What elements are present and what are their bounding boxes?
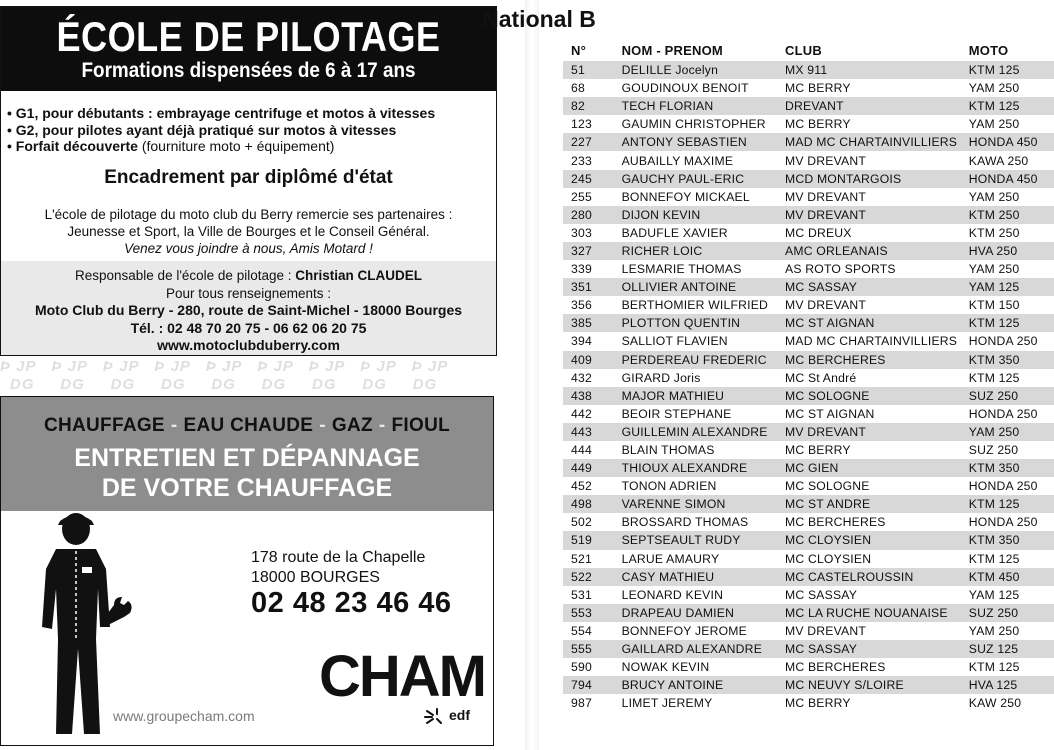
rider-number: 245 — [563, 170, 614, 188]
table-row — [563, 79, 1054, 97]
rider-club: MC BERCHERES — [785, 660, 886, 675]
cham-website: www.groupecham.com — [113, 708, 255, 724]
table-row — [563, 423, 1054, 441]
rider-moto: KTM 125 — [961, 314, 1054, 332]
table-row — [563, 133, 1054, 151]
rider-club: MC ST AIGNAN — [777, 314, 961, 332]
rider-number: 303 — [571, 225, 592, 240]
rider-moto: KTM 150 — [968, 298, 1020, 313]
rider-number: 51 — [563, 61, 614, 79]
rider-club: MC BERRY — [785, 81, 851, 96]
cham-logo: CHAM — [319, 644, 485, 709]
rider-number: 327 — [563, 242, 614, 260]
rider-number: 409 — [563, 351, 614, 369]
rider-moto: HVA 125 — [961, 676, 1054, 694]
rider-moto: YAM 250 — [968, 117, 1020, 132]
col-header-num: N° — [571, 43, 586, 58]
rider-club: MCD MONTARGOIS — [777, 170, 961, 188]
rider-name: OLLIVIER ANTOINE — [614, 278, 777, 296]
club-phone: Tél. : 02 48 70 20 75 - 06 62 06 20 75 — [130, 319, 367, 336]
rider-club: MC BERCHERES — [785, 515, 886, 530]
pilot-school-ad — [0, 6, 497, 356]
rider-number: 443 — [563, 423, 614, 441]
rider-club: MC BERRY — [785, 696, 851, 711]
cham-ad — [0, 396, 494, 746]
rider-moto: YAM 125 — [968, 587, 1020, 602]
rider-name: MAJOR MATHIEU — [614, 387, 777, 405]
rider-club: MC BERRY — [785, 117, 851, 132]
rider-moto: KTM 125 — [961, 97, 1054, 115]
page-spine — [525, 0, 539, 750]
rider-moto: HONDA 250 — [968, 334, 1038, 349]
rider-club: MC St André — [785, 370, 857, 385]
rider-number: 452 — [571, 479, 592, 494]
results-table — [563, 40, 1054, 712]
rider-club: MC BERRY — [785, 443, 851, 458]
rider-number: 82 — [563, 97, 614, 115]
rider-club: MAD MC CHARTAINVILLIERS — [777, 133, 961, 151]
rider-number: 590 — [571, 660, 592, 675]
rider-moto: KTM 350 — [961, 459, 1054, 477]
rider-number: 255 — [571, 189, 592, 204]
rider-moto: KTM 250 — [961, 206, 1054, 224]
table-row — [563, 477, 1054, 495]
rider-moto: HONDA 450 — [961, 133, 1054, 151]
watermark-strip: Þ JP Þ JP Þ JP Þ JP Þ JP Þ JP Þ JP Þ JP Þ JP DG DG DG DG DG DG DG DG DG — [0, 358, 449, 393]
rider-name: BROSSARD THOMAS — [621, 515, 749, 530]
rider-club: MV DREVANT — [785, 189, 867, 204]
pilot-school-title: ÉCOLE DE PILOTAGE — [56, 13, 441, 60]
rider-name: BERTHOMIER WILFRIED — [621, 298, 769, 313]
rider-name: BEOIR STEPHANE — [621, 406, 732, 421]
rider-number: 987 — [571, 696, 592, 711]
rider-club: AMC ORLEANAIS — [777, 242, 961, 260]
rider-moto: KAW 250 — [968, 696, 1022, 711]
rider-moto: KTM 350 — [961, 531, 1054, 549]
rider-number: 233 — [571, 153, 592, 168]
rider-name: DRAPEAU DAMIEN — [614, 604, 777, 622]
rider-number: 356 — [571, 298, 592, 313]
rider-name: TECH FLORIAN — [614, 97, 777, 115]
table-row — [563, 242, 1054, 260]
partners-thanks: L'école de pilotage du moto club du Berry remercie ses partenaires : Jeunesse et Sport, la Ville de Bourges et le Conseil Général. Venez vous joindre à nous, Amis Motard ! — [44, 207, 453, 256]
table-row — [563, 61, 1054, 79]
rider-number: 68 — [571, 81, 585, 96]
rider-club: MC GIEN — [777, 459, 961, 477]
table-row — [563, 459, 1054, 477]
rider-name: DIJON KEVIN — [614, 206, 777, 224]
rider-number: 280 — [563, 206, 614, 224]
rider-name: SALLIOT FLAVIEN — [621, 334, 728, 349]
rider-moto: YAM 250 — [968, 262, 1020, 277]
rider-name: ANTONY SEBASTIEN — [614, 133, 777, 151]
table-row — [563, 622, 1054, 640]
rider-name: BLAIN THOMAS — [621, 443, 715, 458]
rider-club: DREVANT — [777, 97, 961, 115]
rider-club: MC SOLOGNE — [785, 479, 870, 494]
bullet-item: • Forfait découverte (fourniture moto + équipement) — [7, 138, 335, 154]
table-row — [563, 369, 1054, 387]
table-row — [563, 495, 1054, 513]
bullet-item: • G2, pour pilotes ayant déjà pratiqué sur motos à vitesses — [7, 121, 397, 138]
rider-number: 394 — [571, 334, 592, 349]
table-row — [563, 531, 1054, 549]
rider-name: PLOTTON QUENTIN — [614, 314, 777, 332]
table-row — [563, 568, 1054, 586]
rider-club: MC NEUVY S/LOIRE — [777, 676, 961, 694]
rider-moto: YAM 250 — [968, 81, 1020, 96]
table-row — [563, 332, 1054, 350]
rider-number: 123 — [571, 117, 592, 132]
club-website: www.motoclubduberry.com — [157, 337, 340, 353]
rider-moto: SUZ 250 — [961, 387, 1054, 405]
bullet-item: • G1, pour débutants : embrayage centrifuge et motos à vitesses — [7, 105, 436, 121]
rider-club: MC SASSAY — [785, 587, 858, 602]
rider-name: CASY MATHIEU — [614, 568, 777, 586]
table-row — [563, 224, 1054, 242]
table-row — [563, 676, 1054, 694]
table-row — [563, 604, 1054, 622]
rider-moto: SUZ 250 — [968, 443, 1019, 458]
table-row — [563, 188, 1054, 206]
rider-club: MC SASSAY — [777, 278, 961, 296]
rider-moto: KTM 125 — [968, 370, 1020, 385]
table-row — [563, 170, 1054, 188]
rider-club: MC ST ANDRE — [777, 495, 961, 513]
rider-number: 521 — [571, 551, 592, 566]
col-header-club: CLUB — [785, 43, 822, 58]
cham-headline: ENTRETIEN ET DÉPANNAGE DE VOTRE CHAUFFAGE — [74, 444, 420, 502]
table-row — [563, 513, 1054, 531]
rider-name: SEPTSEAULT RUDY — [614, 531, 777, 549]
rider-club: MV DREVANT — [785, 153, 867, 168]
rider-moto: KTM 125 — [961, 495, 1054, 513]
rider-moto: HONDA 250 — [968, 479, 1038, 494]
table-row — [563, 351, 1054, 369]
pilot-school-contact: Responsable de l'école de pilotage : Christian CLAUDEL Pour tous renseignements : Moto Club du Berry - 280, route de Saint-Michel - 18000 Bourges Tél. : 02 48 70 20 75 - 06 62 06 20 75 www.motoclubduberry.com — [1, 261, 496, 356]
table-row — [563, 658, 1054, 676]
rider-club: MV DREVANT — [785, 298, 867, 313]
edf-swirl-icon — [423, 707, 449, 725]
rider-moto: KTM 350 — [961, 351, 1054, 369]
rider-number: 442 — [571, 406, 592, 421]
cham-phone: 02 48 23 46 46 — [251, 587, 452, 619]
rider-number: 554 — [571, 623, 592, 638]
rider-number: 449 — [563, 459, 614, 477]
rider-name: LIMET JEREMY — [621, 696, 713, 711]
cham-banner — [1, 397, 493, 511]
rider-club: MC BERCHERES — [777, 351, 961, 369]
rider-name: GAUCHY PAUL-ERIC — [614, 170, 777, 188]
rider-moto: KTM 125 — [961, 61, 1054, 79]
rider-moto: KTM 450 — [961, 568, 1054, 586]
rider-number: 794 — [563, 676, 614, 694]
rider-name: BADUFLE XAVIER — [621, 225, 728, 240]
table-row — [563, 314, 1054, 332]
rider-club: MC CLOYSIEN — [785, 551, 872, 566]
table-row — [563, 151, 1054, 169]
table-row — [563, 296, 1054, 314]
rider-moto: HVA 250 — [961, 242, 1054, 260]
rider-club: MC SASSAY — [777, 640, 961, 658]
rider-moto: YAM 250 — [961, 423, 1054, 441]
rider-name: BONNEFOY MICKAEL — [621, 189, 750, 204]
rider-number: 385 — [563, 314, 614, 332]
rider-moto: HONDA 250 — [968, 406, 1038, 421]
rider-club: MC ST AIGNAN — [785, 406, 875, 421]
rider-number: 444 — [571, 443, 592, 458]
rider-number: 502 — [571, 515, 592, 530]
rider-club: MX 911 — [777, 61, 961, 79]
rider-club: MC CASTELROUSSIN — [777, 568, 961, 586]
rider-name: DELILLE Jocelyn — [614, 61, 777, 79]
rider-name: GUILLEMIN ALEXANDRE — [614, 423, 777, 441]
rider-name: BRUCY ANTOINE — [614, 676, 777, 694]
rider-name: GOUDINOUX BENOIT — [621, 81, 749, 96]
rider-moto: YAM 250 — [968, 623, 1020, 638]
rider-number: 553 — [563, 604, 614, 622]
table-row — [563, 97, 1054, 115]
rider-name: LEONARD KEVIN — [621, 587, 724, 602]
rider-name: LARUE AMAURY — [621, 551, 720, 566]
rider-name: VARENNE SIMON — [614, 495, 777, 513]
rider-number: 438 — [563, 387, 614, 405]
rider-name: LESMARIE THOMAS — [621, 262, 742, 277]
table-row — [563, 278, 1054, 296]
rider-moto: SUZ 250 — [961, 604, 1054, 622]
rider-number: 351 — [563, 278, 614, 296]
rider-name: GAUMIN CHRISTOPHER — [621, 117, 766, 132]
rider-club: MC CLOYSIEN — [777, 531, 961, 549]
rider-club: MAD MC CHARTAINVILLIERS — [785, 334, 958, 349]
rider-moto: KTM 125 — [968, 551, 1020, 566]
rider-name: PERDEREAU FREDERIC — [614, 351, 777, 369]
edf-logo: edf — [423, 707, 470, 725]
rider-moto: HONDA 250 — [968, 515, 1038, 530]
table-row — [563, 586, 1054, 604]
table-row — [563, 260, 1054, 278]
cham-services: CHAUFFAGE - EAU CHAUDE - GAZ - FIOUL — [43, 415, 451, 436]
rider-club: MV DREVANT — [777, 423, 961, 441]
rider-number: 432 — [571, 370, 592, 385]
rider-name: TONON ADRIEN — [621, 479, 717, 494]
rider-number: 339 — [571, 262, 592, 277]
rider-club: MV DREVANT — [785, 623, 867, 638]
rider-name: RICHER LOIC — [614, 242, 777, 260]
rider-club: MC SOLOGNE — [777, 387, 961, 405]
rider-number: 522 — [563, 568, 614, 586]
rider-club: AS ROTO SPORTS — [785, 262, 896, 277]
rider-number: 531 — [571, 587, 592, 602]
rider-name: THIOUX ALEXANDRE — [614, 459, 777, 477]
table-row — [563, 405, 1054, 423]
pilot-school-subtitle: Formations dispensées de 6 à 17 ans — [81, 59, 416, 82]
rider-number: 227 — [563, 133, 614, 151]
rider-moto: KTM 125 — [968, 660, 1020, 675]
table-row — [563, 640, 1054, 658]
rider-name: BONNEFOY JEROME — [621, 623, 747, 638]
rider-moto: YAM 125 — [961, 278, 1054, 296]
table-row — [563, 441, 1054, 459]
club-address: Moto Club du Berry - 280, route de Saint-Michel - 18000 Bourges — [34, 302, 463, 318]
rider-name: GAILLARD ALEXANDRE — [614, 640, 777, 658]
cham-address: 178 route de la Chapelle 18000 BOURGES — [251, 549, 426, 586]
col-header-name: NOM - PRENOM — [621, 43, 723, 58]
rider-moto: SUZ 125 — [961, 640, 1054, 658]
results-header-row — [563, 40, 1054, 61]
rider-moto: KAWA 250 — [968, 153, 1029, 168]
table-row — [563, 694, 1054, 712]
table-row — [563, 387, 1054, 405]
rider-club: MC DREUX — [785, 225, 852, 240]
results-title: National B — [482, 6, 596, 32]
pilot-school-bullets — [7, 105, 435, 155]
col-header-moto: MOTO — [968, 43, 1009, 58]
rider-moto: HONDA 450 — [961, 170, 1054, 188]
rider-name: NOWAK KEVIN — [621, 660, 710, 675]
table-row — [563, 115, 1054, 133]
rider-moto: KTM 250 — [968, 225, 1020, 240]
rider-name: AUBAILLY MAXIME — [621, 153, 734, 168]
rider-number: 555 — [563, 640, 614, 658]
table-row — [563, 206, 1054, 224]
rider-number: 498 — [563, 495, 614, 513]
rider-number: 519 — [563, 531, 614, 549]
table-row — [563, 550, 1054, 568]
rider-club: MC LA RUCHE NOUANAISE — [777, 604, 961, 622]
rider-moto: YAM 250 — [968, 189, 1020, 204]
encadrement-heading: Encadrement par diplômé d'état — [104, 167, 393, 188]
rider-name: GIRARD Joris — [621, 370, 701, 385]
rider-club: MV DREVANT — [777, 206, 961, 224]
